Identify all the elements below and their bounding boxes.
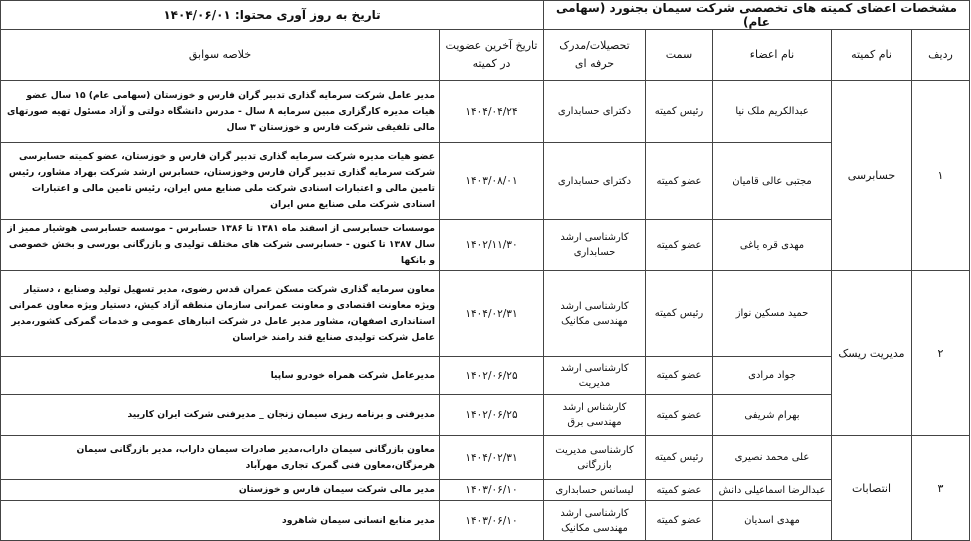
col-committee: نام کمیته bbox=[832, 30, 912, 81]
member-date: ۱۴۰۲/۰۶/۲۵ bbox=[440, 357, 544, 395]
col-education: تحصیلات/مدرک حرفه ای bbox=[544, 30, 646, 81]
member-summary: مدیر عامل شرکت سرمایه گذاری تدبیر گران فارس و خوزستان (سهامی عام) ۱۵ سال عضو هیات مدیره کارگزاری مبین سرمایه ۸ سال - مدرس دانشگاه دولتی و آزاد مسئول تهیه صورتهای مالی تلفیقی شرکت فارس و خوزستان ۳ سال bbox=[1, 81, 440, 143]
member-name: عبدالکریم ملک نیا bbox=[713, 81, 832, 143]
table-row bbox=[1, 357, 970, 395]
col-position: سمت bbox=[646, 30, 713, 81]
member-position: عضو کمیته bbox=[646, 143, 713, 220]
member-position: عضو کمیته bbox=[646, 501, 713, 541]
member-education: کارشناسی ارشد مدیریت bbox=[544, 357, 646, 395]
update-date: تاریخ به روز آوری محتوا: ۱۴۰۴/۰۶/۰۱ bbox=[1, 1, 544, 30]
member-position: رئیس کمیته bbox=[646, 81, 713, 143]
member-position: رئیس کمیته bbox=[646, 271, 713, 357]
member-name: مهدی قره یاغی bbox=[713, 220, 832, 271]
table-row bbox=[1, 436, 970, 480]
committee-name: حسابرسی bbox=[832, 81, 912, 271]
member-education: دکترای حسابداری bbox=[544, 143, 646, 220]
member-position: رئیس کمیته bbox=[646, 436, 713, 480]
member-date: ۱۴۰۳/۰۶/۱۰ bbox=[440, 480, 544, 501]
title-row bbox=[1, 1, 970, 30]
table-row bbox=[1, 81, 970, 143]
member-summary: عضو هیات مدیره شرکت سرمایه گذاری تدبیر گران فارس و خوزستان، عضو کمیته حسابرسی شرکت سرمایه گذاری تدبیر گران فارس وخوزستان، حسابرس ارشد شرکت بهراد مشاور، رئیس تامین مالی و اعتبارات اسنادی شرکت ملی صنایع مس ایران، رئیس تامین مالی و اعتبارات اسنادی شرکت ملی صنایع مس ایران bbox=[1, 143, 440, 220]
member-education: کارشناسی ارشد مهندسی مکانیک bbox=[544, 501, 646, 541]
member-name: عبدالرضا اسماعیلی دانش bbox=[713, 480, 832, 501]
table-row bbox=[1, 395, 970, 436]
member-education: دکترای حسابداری bbox=[544, 81, 646, 143]
member-date: ۱۴۰۲/۰۶/۲۵ bbox=[440, 395, 544, 436]
member-summary: مدیر مالی شرکت سیمان فارس و خوزستان bbox=[1, 480, 440, 501]
col-summary: خلاصه سوابق bbox=[1, 30, 440, 81]
member-date: ۱۴۰۴/۰۲/۳۱ bbox=[440, 271, 544, 357]
member-name: مهدی اسدیان bbox=[713, 501, 832, 541]
member-summary: معاون سرمایه گذاری شرکت مسکن عمران قدس رضوی، مدیر تسهیل تولید وصنایع ، دستیار ویژه معاونت اقتصادی و معاونت عمرانی سازمان منطقه آزاد کیش، دستیار ویژه معاون عمرانی استانداری اصفهان، مشاور مدیر عامل در شرکت انبارهای عمومی و خدمات گمرکی کشور،مدیر عامل شرکت تولیدی صنایع قند رامند خراسان bbox=[1, 271, 440, 357]
row-number: ۲ bbox=[912, 271, 970, 436]
member-position: عضو کمیته bbox=[646, 480, 713, 501]
page-title: مشخصات اعضای کمیته های تخصصی شرکت سیمان بجنورد (سهامی عام) bbox=[544, 1, 970, 30]
committee-name: مدیریت ریسک bbox=[832, 271, 912, 436]
member-education: کارشناسی ارشد حسابداری bbox=[544, 220, 646, 271]
member-position: عضو کمیته bbox=[646, 395, 713, 436]
col-row-num: ردیف bbox=[912, 30, 970, 81]
member-date: ۱۴۰۲/۱۱/۳۰ bbox=[440, 220, 544, 271]
table-row bbox=[1, 271, 970, 357]
member-date: ۱۴۰۳/۰۶/۱۰ bbox=[440, 501, 544, 541]
member-name: علی محمد نصیری bbox=[713, 436, 832, 480]
header-row bbox=[1, 30, 970, 81]
member-position: عضو کمیته bbox=[646, 220, 713, 271]
member-date: ۱۴۰۳/۰۸/۰۱ bbox=[440, 143, 544, 220]
member-name: مجتبی عالی قامیان bbox=[713, 143, 832, 220]
member-education: کارشناسی ارشد مهندسی مکانیک bbox=[544, 271, 646, 357]
col-last-date: تاریخ آخرین عضویت در کمیته bbox=[440, 30, 544, 81]
committee-name: انتصابات bbox=[832, 436, 912, 541]
table-row bbox=[1, 143, 970, 220]
member-position: عضو کمیته bbox=[646, 357, 713, 395]
member-name: بهرام شریفی bbox=[713, 395, 832, 436]
row-number: ۳ bbox=[912, 436, 970, 541]
table-row bbox=[1, 220, 970, 271]
member-education: لیسانس حسابداری bbox=[544, 480, 646, 501]
table-row bbox=[1, 501, 970, 541]
member-date: ۱۴۰۴/۰۴/۲۴ bbox=[440, 81, 544, 143]
row-number: ۱ bbox=[912, 81, 970, 271]
member-name: جواد مرادی bbox=[713, 357, 832, 395]
member-date: ۱۴۰۴/۰۲/۳۱ bbox=[440, 436, 544, 480]
member-education: کارشناس ارشد مهندسی برق bbox=[544, 395, 646, 436]
member-education: کارشناسی مدیریت بازرگانی bbox=[544, 436, 646, 480]
col-member: نام اعضاء bbox=[713, 30, 832, 81]
table-row bbox=[1, 480, 970, 501]
member-name: حمید مسکین نواز bbox=[713, 271, 832, 357]
member-summary: موسسات حسابرسی از اسفند ماه ۱۳۸۱ تا ۱۳۸۶ حسابرس - موسسه حسابرسی هوشیار ممیز از سال ۱۳۸۷ تا کنون - حسابرسی شرکت های مختلف تولیدی و بازرگانی بورسی و بخش خصوصی و بانکها bbox=[1, 220, 440, 271]
member-summary: مدیرعامل شرکت همراه خودرو ساپیا bbox=[1, 357, 440, 395]
member-summary: مدیر منابع انسانی سیمان شاهرود bbox=[1, 501, 440, 541]
member-summary: مدیرفنی و برنامه ریزی سیمان زنجان _ مدیرفنی شرکت ایران کاریید bbox=[1, 395, 440, 436]
member-summary: معاون بازرگانی سیمان داراب،مدیر صادرات سیمان داراب، مدیر بازرگانی سیمان هرمزگان،معاون فنی گمرک تجاری مهرآباد bbox=[1, 436, 440, 480]
